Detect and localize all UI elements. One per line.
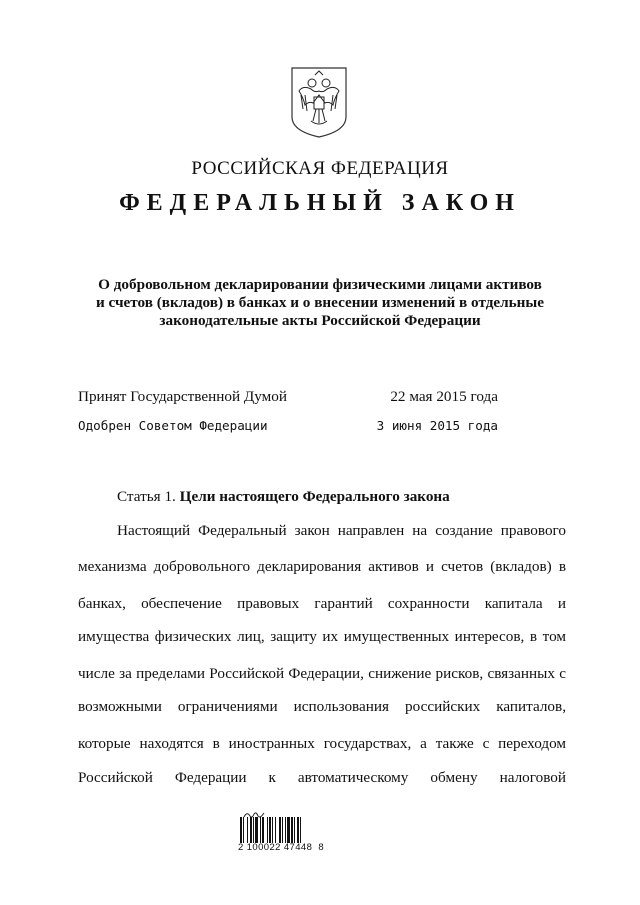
approved-row (78, 418, 498, 438)
adopted-date: 22 мая 2015 года (390, 388, 498, 405)
body-line: Настоящий Федеральный закон направлен на создание правового (117, 522, 566, 539)
law-title-line: законодательные акты Российской Федерации (159, 312, 481, 329)
body-line: которые находятся в иностранных государствах, а также с переходом (78, 735, 566, 752)
law-type-heading: ФЕДЕРАЛЬНЫЙ ЗАКОН (119, 190, 521, 216)
barcode-icon (240, 817, 320, 843)
body-line: возможными ограничениями использования российских капиталов, (78, 698, 566, 715)
article-heading (117, 488, 450, 506)
article-number: Статья 1. (117, 488, 176, 505)
adopted-row (78, 388, 498, 408)
coat-of-arms-icon (289, 65, 349, 139)
body-line: имущества физических лиц, защиту их имущественных интересов, в том (78, 628, 566, 645)
body-line: банках, обеспечение правовых гарантий сохранности капитала и (78, 595, 566, 612)
stamp-mark-icon (243, 807, 265, 817)
approved-date: 3 июня 2015 года (376, 418, 498, 433)
approved-label: Одобрен Советом Федерации (78, 418, 268, 433)
body-line: механизма добровольного декларирования активов и счетов (вкладов) в (78, 558, 566, 575)
law-title-line: О добровольном декларировании физическими лицами активов (98, 276, 542, 293)
law-title (60, 276, 580, 330)
adopted-label: Принят Государственной Думой (78, 388, 287, 405)
barcode-number: 2 100022 47448 8 (238, 842, 325, 853)
article-title: Цели настоящего Федерального закона (179, 488, 450, 505)
country-heading: РОССИЙСКАЯ ФЕДЕРАЦИЯ (191, 158, 449, 179)
body-line: Российской Федерации к автоматическому обмену налоговой (78, 769, 566, 786)
law-title-line: и счетов (вкладов) в банках и о внесении изменений в отдельные (95, 294, 545, 311)
body-line: числе за пределами Российской Федерации, снижение рисков, связанных с (78, 665, 566, 682)
